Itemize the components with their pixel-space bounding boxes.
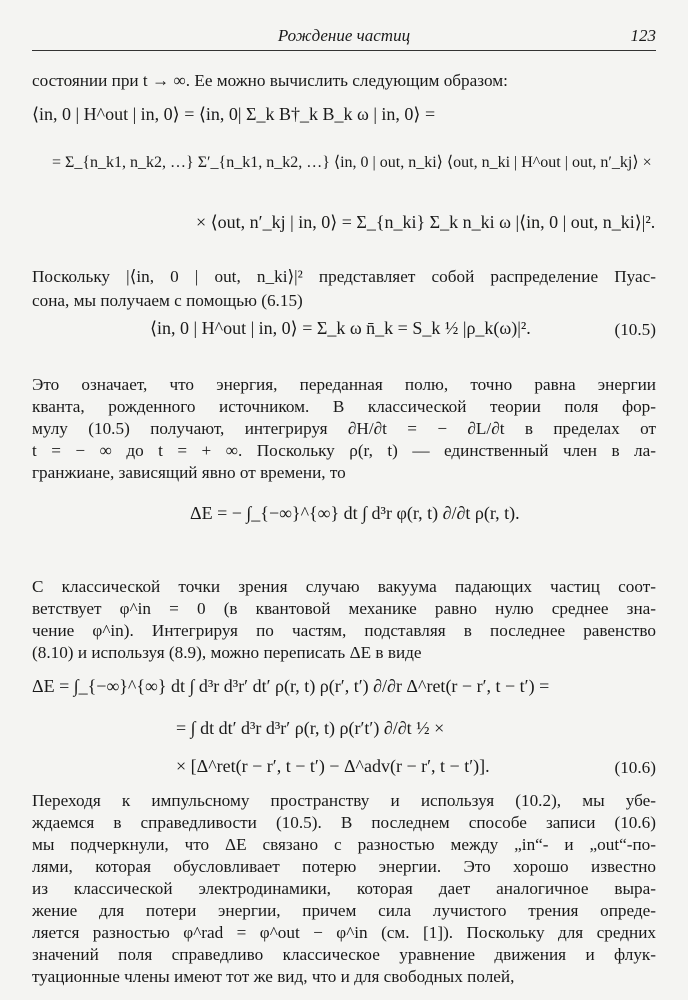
equation-10-5: ⟨in, 0 | H^out | in, 0⟩ = Σ_k ω n̄_k = S_k ½ |ρ_k(ω)|². [150, 318, 531, 338]
text-line: ветствует φ^in = 0 (в квантовой механике равно нулю среднее зна- [32, 599, 656, 618]
equation-10-6-line-3: × [Δ^ret(r − r′, t − t′) − Δ^adv(r − r′, t − t′)]. [176, 756, 490, 776]
text-line: С классической точки зрения случаю вакуума падающих частиц соот- [32, 577, 656, 596]
equation-number-10-5: (10.5) [614, 320, 656, 339]
equation-10-6-line-1: ΔE = ∫_{−∞}^{∞} dt ∫ d³r d³r′ dt′ ρ(r, t) ρ(r′, t′) ∂/∂r Δ^ret(r − r′, t − t′) = [32, 676, 550, 696]
text-line: Переходя к импульсному пространству и используя (10.2), мы убе- [32, 791, 656, 810]
text-line: (8.10) и используя (8.9), можно переписать ΔE в виде [32, 643, 422, 662]
equation-1-line-2: = Σ_{n_k1, n_k2, …} Σ′_{n_k1, n_k2, …} ⟨in, 0 | out, n_ki⟩ ⟨out, n_ki | H^out | out, n′_kj⟩ × [52, 154, 652, 171]
equation-delta-e: ΔE = − ∫_{−∞}^{∞} dt ∫ d³r φ(r, t) ∂/∂t ρ(r, t). [190, 503, 520, 523]
equation-1-line-1: ⟨in, 0 | H^out | in, 0⟩ = ⟨in, 0| Σ_k B†_k B_k ω | in, 0⟩ = [32, 104, 436, 124]
text-line: кванта, рожденного источником. В классической теории поля фор- [32, 397, 656, 416]
page-number: 123 [630, 26, 656, 45]
text-line: значений поля справедливо классическое уравнение движения и флук- [32, 945, 656, 964]
text-line: гранжиане, зависящий явно от времени, то [32, 463, 346, 482]
text-line: сона, мы получаем с помощью (6.15) [32, 291, 303, 310]
text-line: ждаемся в справедливости (10.5). В последнем способе записи (10.6) [32, 813, 656, 832]
equation-10-6-line-2: = ∫ dt dt′ d³r d³r′ ρ(r, t) ρ(r′t′) ∂/∂t ½ × [176, 718, 445, 738]
text-line: мы подчеркнули, что ΔE связано с разностью между „in“- и „out“-по- [32, 835, 656, 854]
text-line: лями, которая обусловливает потерю энергии. Это хорошо известно [32, 857, 656, 876]
text-line: жение для потери энергии, причем сила лучистого трения опреде- [32, 901, 656, 920]
text-line: туационные члены имеют тот же вид, что и для свободных полей, [32, 967, 515, 986]
text-line: чение φ^in). Интегрируя по частям, подставляя в последнее равенство [32, 621, 656, 640]
text-line: t = − ∞ до t = + ∞. Поскольку ρ(r, t) — единственный член в ла- [32, 441, 656, 460]
text-line: Это означает, что энергия, переданная полю, точно равна энергии [32, 375, 656, 394]
equation-number-10-6: (10.6) [614, 758, 656, 777]
running-title: Рождение частиц [277, 26, 411, 45]
text-line: состоянии при t → ∞. Ее можно вычислить следующим образом: [32, 71, 508, 90]
text-line: из классической электродинамики, которая дает аналогичное выра- [32, 879, 656, 898]
page-header [32, 24, 656, 51]
text-line: мулу (10.5) получают, интегрируя ∂H/∂t = − ∂L/∂t в пределах от [32, 419, 656, 438]
equation-1-line-3: × ⟨out, n′_kj | in, 0⟩ = Σ_{n_ki} Σ_k n_ki ω |⟨in, 0 | out, n_ki⟩|². [196, 212, 656, 232]
text-line: Поскольку |⟨in, 0 | out, n_ki⟩|² представляет собой распределение Пуас- [32, 267, 656, 286]
text-line: ляется разностью φ^rad = φ^out − φ^in (см. [1]). Поскольку для средних [32, 923, 656, 942]
